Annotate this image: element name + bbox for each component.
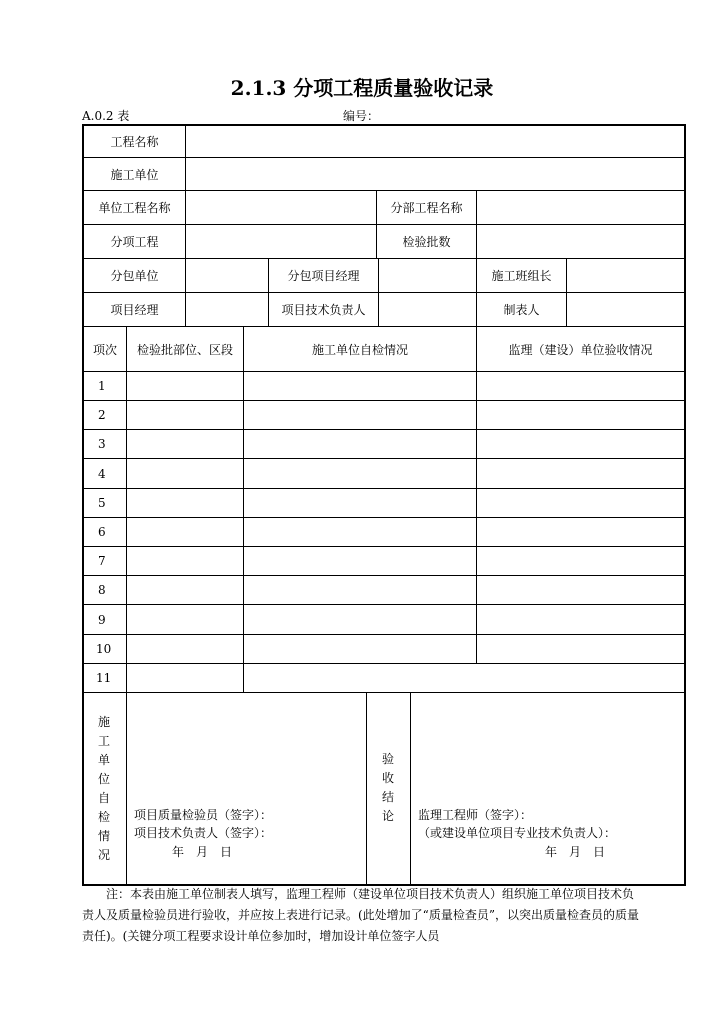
quality-inspector-signature[interactable]: 项目质量检验员（签字）： <box>134 808 273 822</box>
construction-team-leader-field[interactable] <box>567 259 684 292</box>
date-left[interactable]: 年 月 日 <box>172 845 233 859</box>
construction-team-leader-label: 施工班组长 <box>491 269 552 283</box>
unit-project-name-field[interactable] <box>186 191 376 224</box>
page-title: 2.1.3 分项工程质量验收记录 <box>230 76 494 100</box>
table-row-number: 7 <box>98 554 106 568</box>
construction-unit-field[interactable] <box>186 158 684 190</box>
project-manager-field[interactable] <box>186 293 268 326</box>
unit-project-name-label: 单位工程名称 <box>98 201 171 215</box>
table-row-number: 5 <box>98 496 106 510</box>
table-row-number: 9 <box>98 612 106 627</box>
table-row-number: 10 <box>96 642 112 656</box>
project-manager-label: 项目经理 <box>110 303 159 317</box>
owner-tech-lead-signature[interactable]: （或建设单位项目专业技术负责人）： <box>418 826 617 840</box>
construction-unit-label: 施工单位 <box>110 167 159 182</box>
tech-lead-signature[interactable]: 项目技术负责人（签字）： <box>134 826 273 840</box>
table-row-number: 1 <box>98 379 106 393</box>
batch-location-header: 检验批部位、区段 <box>136 342 233 357</box>
inspection-batch-count-field[interactable] <box>477 225 684 258</box>
form-note: 注：本表由施工单位制表人填写，监理工程师（建设单位项目技术负责人）组织施工单位项目技术负责人及质量检验员进行验收，并应按上表进行记录。(此处增加了“质量检查员”，以突出质量检查员的质量责任)。(关键分项工程要求设计单位参加时，增加设计单位签字人员 <box>82 887 639 943</box>
inspection-batch-count-label: 检验批数 <box>402 235 451 249</box>
division-project-name-field[interactable] <box>477 191 684 224</box>
table-row-number: 4 <box>98 466 106 481</box>
sub-item-project-field[interactable] <box>186 225 376 258</box>
tabulator-label: 制表人 <box>503 303 540 317</box>
subcontract-pm-field[interactable] <box>379 259 476 292</box>
supervisor-signature[interactable]: 监理工程师（签字）： <box>418 808 533 822</box>
form-code: A.0.2 表 <box>82 109 130 123</box>
supervision-check-header: 监理（建设）单位验收情况 <box>508 342 653 357</box>
subcontract-unit-label: 分包单位 <box>110 269 159 283</box>
serial-number-label: 编号： <box>343 109 380 123</box>
date-right[interactable]: 年 月 日 <box>545 845 606 859</box>
table-row-number: 2 <box>98 408 106 422</box>
division-project-name-label: 分部工程名称 <box>390 201 463 215</box>
table-row-number: 6 <box>98 525 106 539</box>
project-tech-lead-label: 项目技术负责人 <box>281 303 366 317</box>
tabulator-field[interactable] <box>567 293 684 326</box>
subcontract-pm-label: 分包项目经理 <box>287 269 360 283</box>
table-row-number: 8 <box>98 583 106 597</box>
table-row-number: 11 <box>96 671 112 685</box>
sub-item-project-label: 分项工程 <box>110 235 159 249</box>
item-no-header: 项次 <box>92 342 117 357</box>
project-tech-lead-field[interactable] <box>379 293 476 326</box>
self-check-header: 施工单位自检情况 <box>311 342 408 357</box>
table-row-number: 3 <box>98 437 106 451</box>
subcontract-unit-field[interactable] <box>186 259 268 292</box>
project-name-field[interactable] <box>186 126 684 157</box>
project-name-label: 工程名称 <box>110 135 159 149</box>
